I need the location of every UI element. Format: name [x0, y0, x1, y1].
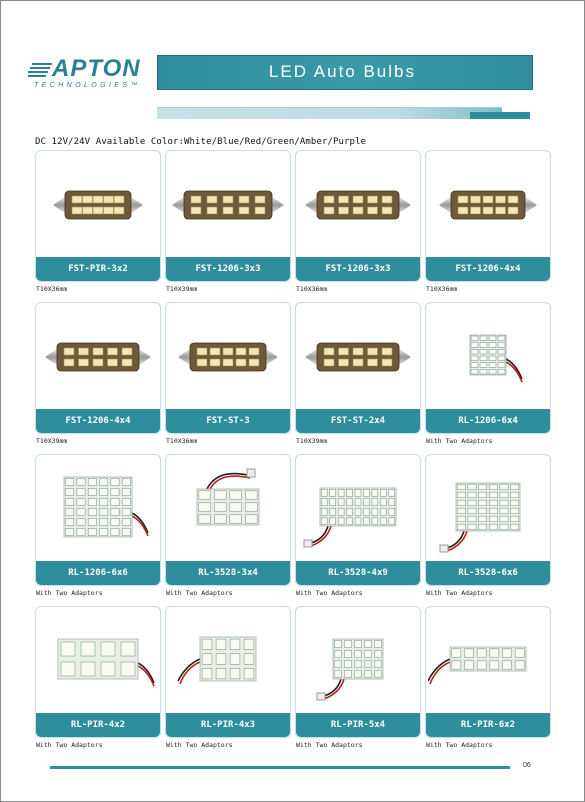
product-image — [168, 611, 288, 711]
product-name: FST-1206-3x3 — [166, 257, 290, 281]
product-name: FST-1206-3x3 — [296, 257, 420, 281]
product-image — [428, 155, 548, 255]
product-image — [168, 459, 288, 559]
led-panel-icon — [428, 307, 548, 407]
festoon-bulb-icon — [168, 307, 288, 407]
product-image — [298, 155, 418, 255]
product-card — [35, 606, 161, 749]
product-name: RL-PIR-4x3 — [166, 713, 290, 737]
product-image — [298, 307, 418, 407]
product-card — [35, 150, 161, 293]
product-name: FST-PIR-3x2 — [36, 257, 160, 281]
product-note: T10X39mm — [36, 437, 68, 445]
product-note: T10X36mm — [296, 285, 328, 293]
product-card — [425, 302, 551, 445]
product-name: RL-3528-3x4 — [166, 561, 290, 585]
product-note: T10X39mm — [166, 285, 198, 293]
product-name: FST-1206-4x4 — [36, 409, 160, 433]
header-subbar — [157, 107, 502, 119]
led-panel-icon — [168, 611, 288, 711]
product-note: With Two Adaptors — [36, 741, 103, 749]
product-note: With Two Adaptors — [426, 589, 493, 597]
header-subbar-accent — [470, 112, 530, 119]
product-card — [295, 606, 421, 749]
product-note: With Two Adaptors — [166, 741, 233, 749]
festoon-bulb-icon — [298, 307, 418, 407]
product-card — [165, 606, 291, 749]
product-name: RL-3528-6x6 — [426, 561, 550, 585]
product-image — [428, 459, 548, 559]
product-name: RL-PIR-4x2 — [36, 713, 160, 737]
product-image — [298, 459, 418, 559]
product-image — [298, 611, 418, 711]
product-image — [38, 307, 158, 407]
led-panel-icon — [38, 611, 158, 711]
product-card — [425, 454, 551, 597]
product-note: With Two Adaptors — [426, 437, 493, 445]
voltage-color-note: DC 12V/24V Available Color:White/Blue/Red/Green/Amber/Purple — [35, 137, 367, 147]
page-number: 06 — [523, 762, 531, 769]
product-note: With Two Adaptors — [36, 589, 103, 597]
product-name: FST-ST-2x4 — [296, 409, 420, 433]
brand-name: APTON — [52, 55, 141, 82]
led-panel-icon — [168, 459, 288, 559]
product-name: RL-1206-6x4 — [426, 409, 550, 433]
product-name: FST-ST-3 — [166, 409, 290, 433]
product-image — [38, 155, 158, 255]
product-note: With Two Adaptors — [296, 589, 363, 597]
product-card — [295, 150, 421, 293]
product-image — [168, 155, 288, 255]
product-image — [38, 459, 158, 559]
festoon-bulb-icon — [168, 155, 288, 255]
product-card — [165, 150, 291, 293]
product-card — [165, 302, 291, 445]
festoon-bulb-icon — [428, 155, 548, 255]
product-name: RL-PIR-5x4 — [296, 713, 420, 737]
product-name: RL-1206-6x6 — [36, 561, 160, 585]
product-image — [428, 307, 548, 407]
product-card — [35, 302, 161, 445]
product-note: T10X36mm — [426, 285, 458, 293]
product-note: T10X36mm — [36, 285, 68, 293]
festoon-bulb-icon — [38, 307, 158, 407]
led-panel-icon — [428, 611, 548, 711]
product-name: FST-1206-4x4 — [426, 257, 550, 281]
led-panel-icon — [38, 459, 158, 559]
product-card — [425, 150, 551, 293]
festoon-bulb-icon — [298, 155, 418, 255]
brand-tagline: TECHNOLOGIES™ — [34, 82, 141, 89]
product-note: T10X39mm — [296, 437, 328, 445]
led-panel-icon — [298, 611, 418, 711]
product-card — [35, 454, 161, 597]
product-image — [168, 307, 288, 407]
product-image — [38, 611, 158, 711]
product-note: With Two Adaptors — [296, 741, 363, 749]
header-banner — [157, 55, 533, 90]
festoon-bulb-icon — [38, 155, 158, 255]
led-panel-icon — [428, 459, 548, 559]
led-panel-icon — [298, 459, 418, 559]
product-card — [165, 454, 291, 597]
page-title: LED Auto Bulbs — [268, 62, 416, 81]
product-note: With Two Adaptors — [426, 741, 493, 749]
product-name: RL-3528-4x9 — [296, 561, 420, 585]
product-card — [295, 302, 421, 445]
product-card — [295, 454, 421, 597]
product-image — [428, 611, 548, 711]
product-note: T10X36mm — [166, 437, 198, 445]
speed-lines-icon — [28, 62, 54, 78]
product-name: RL-PIR-6x2 — [426, 713, 550, 737]
brand-logo — [32, 55, 142, 95]
footer-rule — [50, 766, 510, 769]
product-note: With Two Adaptors — [166, 589, 233, 597]
product-card — [425, 606, 551, 749]
